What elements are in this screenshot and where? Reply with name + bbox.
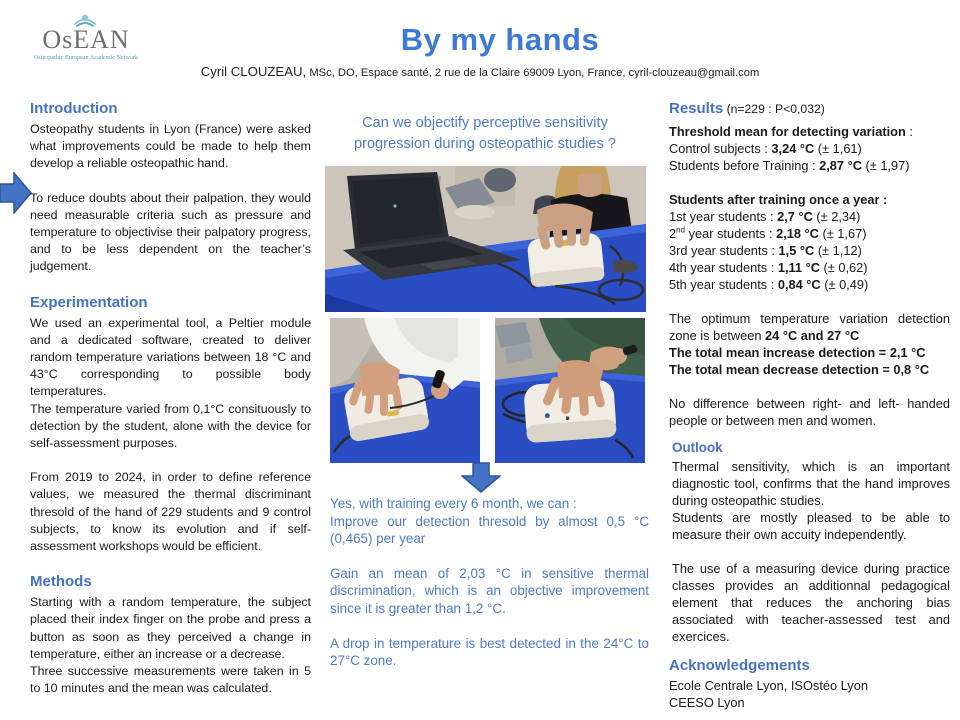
acknowledgement-line-1: Ecole Centrale Lyon, ISOstéo Lyon <box>669 678 868 693</box>
year-5-line: 5th year students : 0,84 °C (± 0,49) <box>669 277 869 292</box>
research-question <box>322 113 648 155</box>
results-heading <box>669 99 950 119</box>
experimentation-paragraph-2: The temperature varied from 0,1°C consituously to detection by the student, alone with the device for self-assessment purposes. <box>30 401 311 451</box>
photo-laptop-device <box>325 166 646 312</box>
results-heading-label: Results <box>669 100 724 117</box>
acknowledgement-line-2: CEESO Lyon <box>669 695 745 710</box>
before-training-line: Students before Training : 2,87 °C (± 1,97) <box>669 158 910 173</box>
photo-white-coat-subject <box>330 318 480 463</box>
after-training-heading: Students after training once a year : <box>669 192 888 207</box>
conclusion-intro: Yes, with training every 6 month, we can : <box>330 496 577 511</box>
methods-paragraph-1: Starting with a random temperature, the subject placed their index finger on the probe and press a button as soon as they perceived a change in temperature, either an increase or a decrease. <box>30 595 311 661</box>
increase-detection-line: The total mean increase detection = 2,1 °C <box>669 345 926 360</box>
no-difference-line: No difference between right- and left- handed people or between men and women. <box>669 396 950 428</box>
conclusion-drop: A drop in temperature is best detected in the 24°C to 27°C zone. <box>330 635 649 669</box>
osean-logo <box>28 12 148 66</box>
methods-heading: Methods <box>30 573 92 591</box>
left-arrow-icon <box>0 172 32 219</box>
outlook-paragraph-1: Thermal sensitivity, which is an important diagnostic tool, confirms that the hand improves during osteopathic studies. <box>672 459 950 508</box>
photo-green-shirt-subject <box>495 318 645 463</box>
optimum-zone-line: The optimum temperature variation detection zone is between 24 °C and 27 °C <box>669 311 950 343</box>
experimentation-paragraph-3: From 2019 to 2024, in order to define reference values, we measured the thermal discriminant thresold of the hand of 229 students and 9 control subjects, to know its evolution and if self-assessment workshops would be efficient. <box>30 470 311 554</box>
right-column <box>669 99 950 711</box>
year-3-line: 3rd year students : 1,5 °C (± 1,12) <box>669 243 862 258</box>
outlook-paragraph-3: The use of a measuring device during practice classes provides an additionnal pedagogical element that reduces the anchoring bias associated with teacher-assessed test and exercices. <box>672 561 950 644</box>
control-subjects-line: Control subjects : 3,24 °C (± 1,61) <box>669 141 862 156</box>
svg-text:OsEAN: OsEAN <box>42 25 130 54</box>
year-2-line: 2nd year students : 2,18 °C (± 1,67) <box>669 225 867 241</box>
author-line <box>0 64 960 79</box>
left-column <box>30 99 311 697</box>
logo-subtitle: Osteopathic European Academic Network <box>33 54 139 61</box>
intro-paragraph-2: To reduce doubts about their palpation, they would need measurable criteria such as pressure and temperature to objectivise their palpatory progress, and to be less dependent on the teacher’s judgement. <box>30 190 311 274</box>
question-line-2: progression during osteopathic studies ? <box>353 136 617 152</box>
poster-title: By my hands <box>400 22 600 57</box>
conclusion-gain: Gain an mean of 2,03 °C in sensitive thermal discrimination, which is an objective improvement since it is greater than 1,2 °C. <box>330 565 649 616</box>
acknowledgements-heading: Acknowledgements <box>669 657 810 674</box>
experimentation-paragraph-1: We used an experimental tool, a Peltier module and a dedicated software, created to deliver random temperature variations between 18 °C and 43°C corresponding to possible body temperatures. <box>30 315 311 399</box>
experimentation-heading: Experimentation <box>30 293 148 311</box>
author-name: Cyril CLOUZEAU, <box>200 64 307 79</box>
results-heading-note: (n=229 : P<0,032) <box>723 102 825 116</box>
year-4-line: 4th year students : 1,11 °C (± 0,62) <box>669 260 868 275</box>
threshold-line: Threshold mean for detecting variation : <box>669 124 913 139</box>
outlook-paragraph-2: Students are mostly pleased to be able to measure their own accuity independently. <box>672 510 950 542</box>
conclusions-block <box>330 495 649 687</box>
down-arrow-icon <box>461 462 501 498</box>
outlook-heading: Outlook <box>672 440 723 455</box>
year-1-line: 1st year students : 2,7 °C (± 2,34) <box>669 209 861 224</box>
intro-heading: Introduction <box>30 100 118 117</box>
question-line-1: Can we objectify perceptive sensitivity <box>362 115 608 131</box>
methods-paragraph-2: Three successive measurements were taken in 5 to 10 minutes and the mean was calculated. <box>30 664 311 696</box>
outlook-section <box>669 439 950 645</box>
intro-paragraph-1: Osteopathy students in Lyon (France) were asked what improvements could be made to help them develop a reliable osteopathic hand. <box>30 122 311 171</box>
osean-logo-icon <box>28 12 148 66</box>
conclusion-improve: Improve our detection thresold by almost 0,5 °C (0,465) per year <box>330 513 649 547</box>
author-details: MSc, DO, Espace santé, 2 rue de la Claire 69009 Lyon, France, cyril-clouzeau@gmail.com <box>306 67 760 79</box>
decrease-detection-line: The total mean decrease detection = 0,8 °C <box>669 362 930 377</box>
